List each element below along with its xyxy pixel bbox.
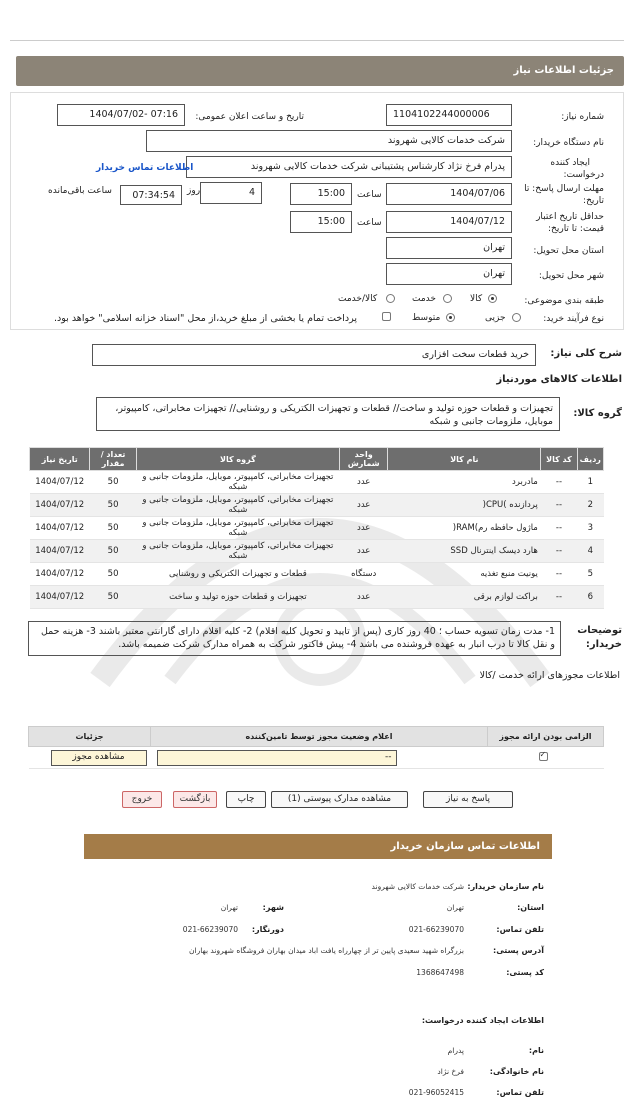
summary-label: شرح کلی نیاز:	[550, 348, 622, 359]
cell-unit: عدد	[340, 586, 388, 609]
contact-phone-label: تلفن تماس:	[496, 925, 544, 934]
category-option-goods: کالا	[470, 294, 483, 304]
cell-row: 6	[577, 586, 603, 609]
cell-code: --	[541, 540, 577, 563]
category-radio-goods[interactable]	[488, 294, 497, 303]
contact-org-value: شرکت خدمات کالایی شهروند	[371, 882, 464, 891]
buyer-contact-link[interactable]: اطلاعات تماس خریدار	[96, 163, 194, 173]
cell-row: 4	[577, 540, 603, 563]
remaining-time-field: 07:34:54	[120, 185, 182, 205]
cell-qty: 50	[90, 540, 136, 563]
process-radio-minor[interactable]	[512, 313, 521, 322]
creator-phone-label: تلفن تماس:	[496, 1088, 544, 1097]
back-button[interactable]: بازگشت	[173, 791, 217, 808]
col-name: نام کالا	[388, 448, 541, 471]
lic-col-details: جزئیات	[29, 727, 151, 747]
category-option-service: خدمت	[412, 294, 436, 304]
print-button[interactable]: چاپ	[226, 791, 266, 808]
cell-date: 1404/07/12	[30, 563, 90, 586]
col-date: تاریخ نیاز	[30, 448, 90, 471]
table-row	[30, 494, 604, 517]
lic-col-required: الزامی بودن ارائه مجوز	[487, 727, 603, 747]
contact-postal-value: 1368647498	[416, 968, 464, 977]
license-status-field: --	[157, 750, 397, 766]
treasury-checkbox[interactable]	[382, 312, 391, 321]
contact-org-label: نام سازمان خریدار:	[467, 882, 544, 891]
deadline-date-field: 1404/07/06	[386, 183, 512, 205]
goods-table	[29, 447, 604, 609]
page-title: جزئیات اطلاعات نیاز	[16, 56, 624, 86]
announce-field: 1404/07/02- 07:16	[57, 104, 185, 126]
cell-date: 1404/07/12	[30, 471, 90, 494]
table-row	[30, 586, 604, 609]
process-option-medium: متوسط	[412, 313, 441, 323]
creator-label-2: درخواست:	[563, 170, 604, 180]
creator-field: پدرام فرخ نژاد کارشناس پشتیبانی شرکت خدمات کالایی شهروند	[186, 156, 512, 178]
attachments-button[interactable]: مشاهده مدارک پیوستی (1)	[271, 791, 408, 808]
validity-date-field: 1404/07/12	[386, 211, 512, 233]
view-license-button[interactable]: مشاهده مجوز	[51, 750, 147, 766]
notes-field: 1- مدت زمان تسویه حساب ؛ 40 روز کاری (پس از تایید و تحویل کلیه اقلام) 2- کلیه اقلام دارای گارانتی معتبر باشند 3- هزینه حمل و نقل کالا تا درب انبار به عهده فروشنده می باشد 4- پیش فاکتور شرکت به همراه مدارک شرکت ضمیمه باشد.	[28, 621, 561, 656]
category-label: طبقه بندی موضوعی:	[524, 296, 604, 306]
buyer-label: نام دستگاه خریدار:	[533, 138, 604, 148]
days-field: 4	[200, 182, 262, 204]
cell-date: 1404/07/12	[30, 540, 90, 563]
deadline-time-label: ساعت	[357, 190, 382, 200]
cell-qty: 50	[90, 471, 136, 494]
creator-info-title: اطلاعات ایجاد کننده درخواست:	[421, 1016, 544, 1025]
license-required-checkbox	[539, 752, 548, 761]
cell-unit: عدد	[340, 540, 388, 563]
need-number-label: شماره نیاز:	[561, 112, 604, 122]
col-unit: واحد شمارش	[340, 448, 388, 471]
contact-phone-value: 021-66239070	[408, 925, 464, 934]
creator-family-value: فرخ نژاد	[437, 1067, 464, 1076]
creator-phone-value: 021-96052415	[408, 1088, 464, 1097]
cell-date: 1404/07/12	[30, 586, 90, 609]
contact-address-label: آدرس پستی:	[493, 946, 544, 955]
table-row	[30, 540, 604, 563]
table-row	[29, 747, 604, 769]
announce-label: تاریخ و ساعت اعلان عمومی:	[195, 112, 304, 122]
contact-title: اطلاعات تماس سازمان خریدار	[84, 834, 552, 859]
contact-fax-value: 021-66239070	[182, 925, 238, 934]
deadline-time-field: 15:00	[290, 183, 352, 205]
cell-code: --	[541, 471, 577, 494]
contact-fax-label: دورنگار:	[251, 925, 284, 934]
cell-group: تجهیزات مخابراتی، کامپیوتر، موبایل، ملزومات جانبی و شبکه	[136, 471, 339, 494]
deadline-label-1: مهلت ارسال پاسخ: تا	[524, 184, 604, 194]
notes-label-1: توضیحات	[577, 625, 622, 636]
cell-code: --	[541, 517, 577, 540]
cell-row: 1	[577, 471, 603, 494]
cell-group: تجهیزات مخابراتی، کامپیوتر، موبایل، ملزومات جانبی و شبکه	[136, 517, 339, 540]
process-label: نوع فرآیند خرید:	[543, 314, 604, 324]
cell-group: تجهیزات مخابراتی، کامپیوتر، موبایل، ملزومات جانبی و شبکه	[136, 540, 339, 563]
goods-group-label: گروه کالا:	[573, 408, 622, 419]
cell-name: براکت لوازم برقی	[388, 586, 541, 609]
need-number-field: 1104102244000006	[386, 104, 512, 126]
summary-field: خرید قطعات سخت افزاری	[92, 344, 536, 366]
cell-qty: 50	[90, 517, 136, 540]
treasury-note: پرداخت تمام یا بخشی از مبلغ خرید،از محل "اسناد خزانه اسلامی" خواهد بود.	[54, 313, 357, 324]
contact-province-value: تهران	[446, 903, 464, 912]
cell-date: 1404/07/12	[30, 494, 90, 517]
contact-city-value: تهران	[220, 903, 238, 912]
table-row	[30, 517, 604, 540]
validity-time-field: 15:00	[290, 211, 352, 233]
cell-name: یونیت منبع تغذیه	[388, 563, 541, 586]
province-label: استان محل تحویل:	[533, 246, 604, 256]
contact-postal-label: کد پستی:	[506, 968, 544, 977]
cell-row: 5	[577, 563, 603, 586]
contact-city-label: شهر:	[262, 903, 284, 912]
creator-label-1: ایجاد کننده	[550, 158, 590, 168]
cell-unit: عدد	[340, 517, 388, 540]
city-field: تهران	[386, 263, 512, 285]
category-radio-both[interactable]	[386, 294, 395, 303]
validity-time-label: ساعت	[357, 218, 382, 228]
cell-row: 3	[577, 517, 603, 540]
cell-code: --	[541, 494, 577, 517]
category-radio-service[interactable]	[443, 294, 452, 303]
lic-col-status: اعلام وضعیت مجوز توسط تامین‌کننده	[151, 727, 488, 747]
cell-date: 1404/07/12	[30, 517, 90, 540]
cell-row: 2	[577, 494, 603, 517]
licenses-table	[28, 726, 604, 769]
col-group: گروه کالا	[136, 448, 339, 471]
days-label: روز	[187, 186, 201, 196]
process-radio-medium[interactable]	[446, 313, 455, 322]
cell-qty: 50	[90, 563, 136, 586]
reply-button[interactable]: پاسخ به نیاز	[423, 791, 513, 808]
table-row	[30, 563, 604, 586]
deadline-label-2: تاریخ:	[583, 196, 604, 206]
creator-name-label: نام:	[528, 1046, 544, 1055]
licenses-title: اطلاعات مجوزهای ارائه خدمت /کالا	[479, 670, 620, 681]
remaining-time-label: ساعت باقی‌مانده	[48, 186, 112, 196]
category-option-both: کالا/خدمت	[338, 294, 378, 304]
contact-address-value: بزرگراه شهید سعیدی پایین تر از چهارراه یافت اباد میدان بهاران فروشگاه شهروند بهاران	[189, 946, 464, 955]
cell-code: --	[541, 563, 577, 586]
cell-unit: عدد	[340, 471, 388, 494]
col-row: ردیف	[577, 448, 603, 471]
goods-section-title: اطلاعات کالاهای موردنیاز	[496, 374, 622, 385]
table-row	[30, 471, 604, 494]
creator-name-value: پدرام	[447, 1046, 464, 1055]
col-code: کد کالا	[541, 448, 577, 471]
cell-code: --	[541, 586, 577, 609]
cell-qty: 50	[90, 586, 136, 609]
cell-qty: 50	[90, 494, 136, 517]
province-field: تهران	[386, 237, 512, 259]
cell-unit: عدد	[340, 494, 388, 517]
cell-group: تجهیزات مخابراتی، کامپیوتر، موبایل، ملزومات جانبی و شبکه	[136, 494, 339, 517]
city-label: شهر محل تحویل:	[538, 271, 604, 281]
goods-group-field: تجهیزات و قطعات حوزه تولید و ساخت// قطعات و تجهیزات الکتریکی و روشنایی// تجهیزات مخابراتی، کامپیوتر، موبایل، ملزومات جانبی و شبکه	[96, 397, 560, 431]
validity-label-2: قیمت: تا تاریخ:	[548, 224, 604, 234]
top-divider	[10, 40, 624, 41]
cell-name: پردازنده )CPU(	[388, 494, 541, 517]
creator-family-label: نام خانوادگی:	[489, 1067, 544, 1076]
cell-group: قطعات و تجهیزات الکتریکی و روشنایی	[136, 563, 339, 586]
process-option-minor: جزیی	[485, 313, 506, 323]
col-qty: تعداد / مقدار	[90, 448, 136, 471]
cell-name: مادربرد	[388, 471, 541, 494]
contact-province-label: استان:	[517, 903, 544, 912]
buyer-field: شرکت خدمات کالایی شهروند	[146, 130, 512, 152]
validity-label-1: حداقل تاریخ اعتبار	[536, 212, 604, 222]
cell-unit: دستگاه	[340, 563, 388, 586]
exit-button[interactable]: خروج	[122, 791, 162, 808]
cell-name: هارد دیسک اینترنال SSD	[388, 540, 541, 563]
cell-name: ماژول حافظه رم)RAM(	[388, 517, 541, 540]
notes-label-2: خریدار:	[585, 639, 622, 650]
cell-group: تجهیزات و قطعات حوزه تولید و ساخت	[136, 586, 339, 609]
